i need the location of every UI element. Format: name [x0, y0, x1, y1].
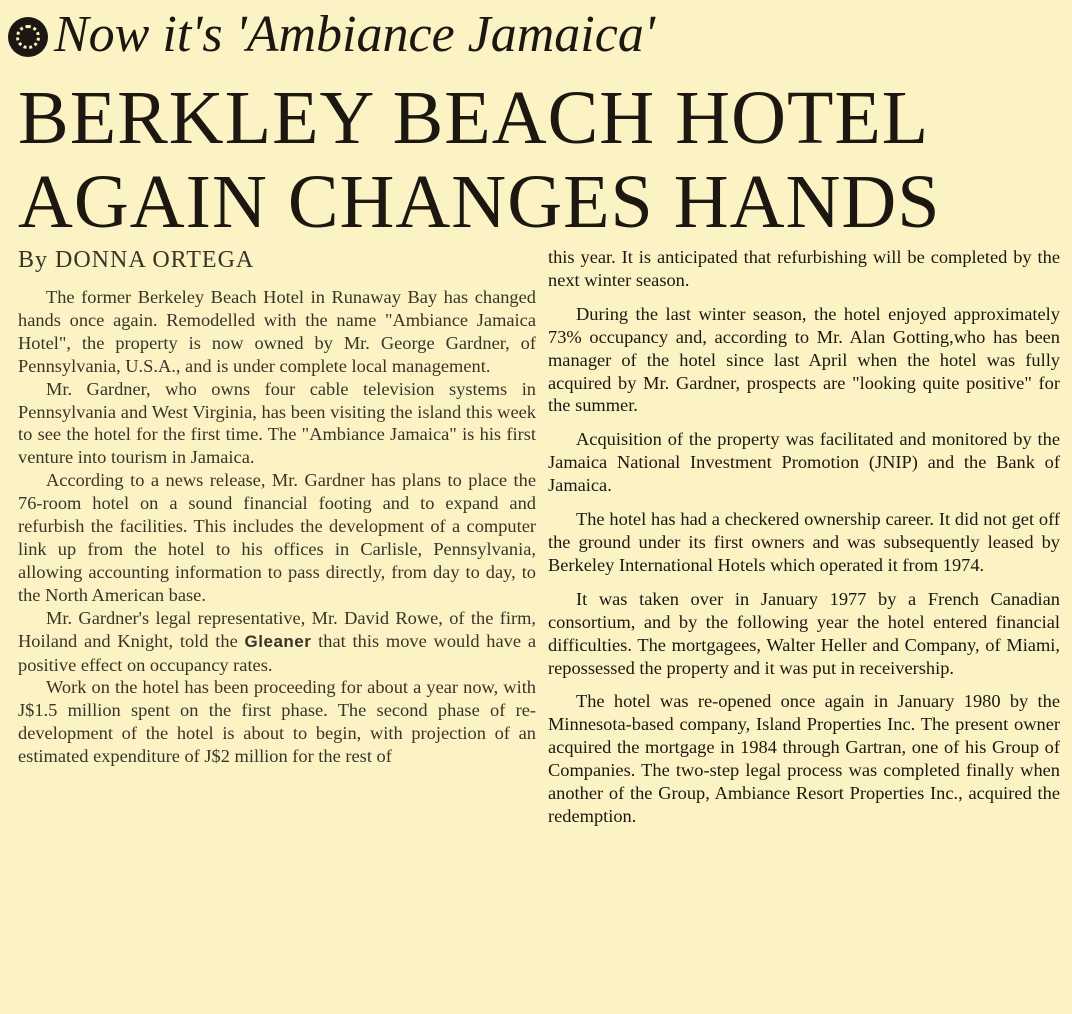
paragraph-text: Mr. Gardner's legal representative, Mr. David Rowe, of the firm, Hoiland and Knight, told the: [18, 607, 536, 651]
left-column: [18, 246, 536, 768]
paragraph: According to a news release, Mr. Gardner has plans to place the 76-room hotel on a sound financial footing and to expand and refurbish the facilities. This includes the development of a computer link up from the hotel to his offices in Carlisle, Pennsylvania, allowing accounting information to pass directly, from day to day, to the North American base.: [18, 470, 536, 605]
headline-line-1: BERKLEY BEACH HOTEL: [18, 76, 930, 160]
byline: By DONNA ORTEGA: [18, 247, 255, 273]
headline: [18, 76, 1068, 244]
newspaper-name: Gleaner: [244, 631, 312, 651]
kicker-text: Now it's 'Ambiance Jamaica': [54, 6, 655, 63]
paragraph: this year. It is anticipated that refurbishing will be completed by the next winter season.: [548, 247, 1060, 290]
kicker-line: [8, 2, 655, 68]
paragraph: [18, 607, 536, 677]
paragraph: Mr. Gardner, who owns four cable television systems in Pennsylvania and West Virginia, has been visiting the island this week to see the hotel for the first time. The "Ambiance Jamaica" is his first venture into tourism in Jamaica.: [18, 378, 536, 468]
paragraph: During the last winter season, the hotel enjoyed approximately 73% occupancy and, according to Mr. Alan Gotting,who has been manager of the hotel since last April when the hotel was fully acquired by Mr. Gardner, prospects are "looking quite positive" for the summer.: [548, 303, 1060, 416]
headline-line-2: AGAIN CHANGES HANDS: [18, 160, 941, 244]
paragraph-text: that this move would have a positive effect on occupancy rates.: [18, 630, 536, 675]
paragraph: The hotel has had a checkered ownership career. It did not get off the ground under its first owners and was subsequently leased by Berkeley International Hotels which operated it from 1974.: [548, 509, 1060, 575]
paragraph: Work on the hotel has been proceeding for about a year now, with J$1.5 million spent on the first phase. The second phase of re-development of the hotel is about to begin, with projection of an estimated expenditure of J$2 million for the rest of: [18, 677, 536, 767]
right-column: [548, 246, 1060, 828]
paragraph: The hotel was re-opened once again in January 1980 by the Minnesota-based company, Island Properties Inc. The present owner acquired the mortgage in 1984 through Gartran, one of his Group of Companies. The two-step legal process was completed finally when another of the Group, Ambiance Resort Properties Inc., acquired the redemption.: [548, 691, 1060, 826]
paragraph: The former Berkeley Beach Hotel in Runaway Bay has changed hands once again. Remodelled with the name "Ambiance Jamaica Hotel", the property is now owned by Mr. George Gardner, of Pennsylvania, U.S.A., and is under complete local management.: [18, 287, 536, 376]
paragraph: It was taken over in January 1977 by a French Canadian consortium, and by the following year the hotel entered financial difficulties. The mortgagees, Walter Heller and Company, of Miami, repossessed the property and it was put in receivership.: [548, 588, 1060, 678]
paragraph: Acquisition of the property was facilitated and monitored by the Jamaica National Investment Promotion (JNIP) and the Bank of Jamaica.: [548, 429, 1060, 496]
bullet-seal-icon: [8, 17, 48, 57]
